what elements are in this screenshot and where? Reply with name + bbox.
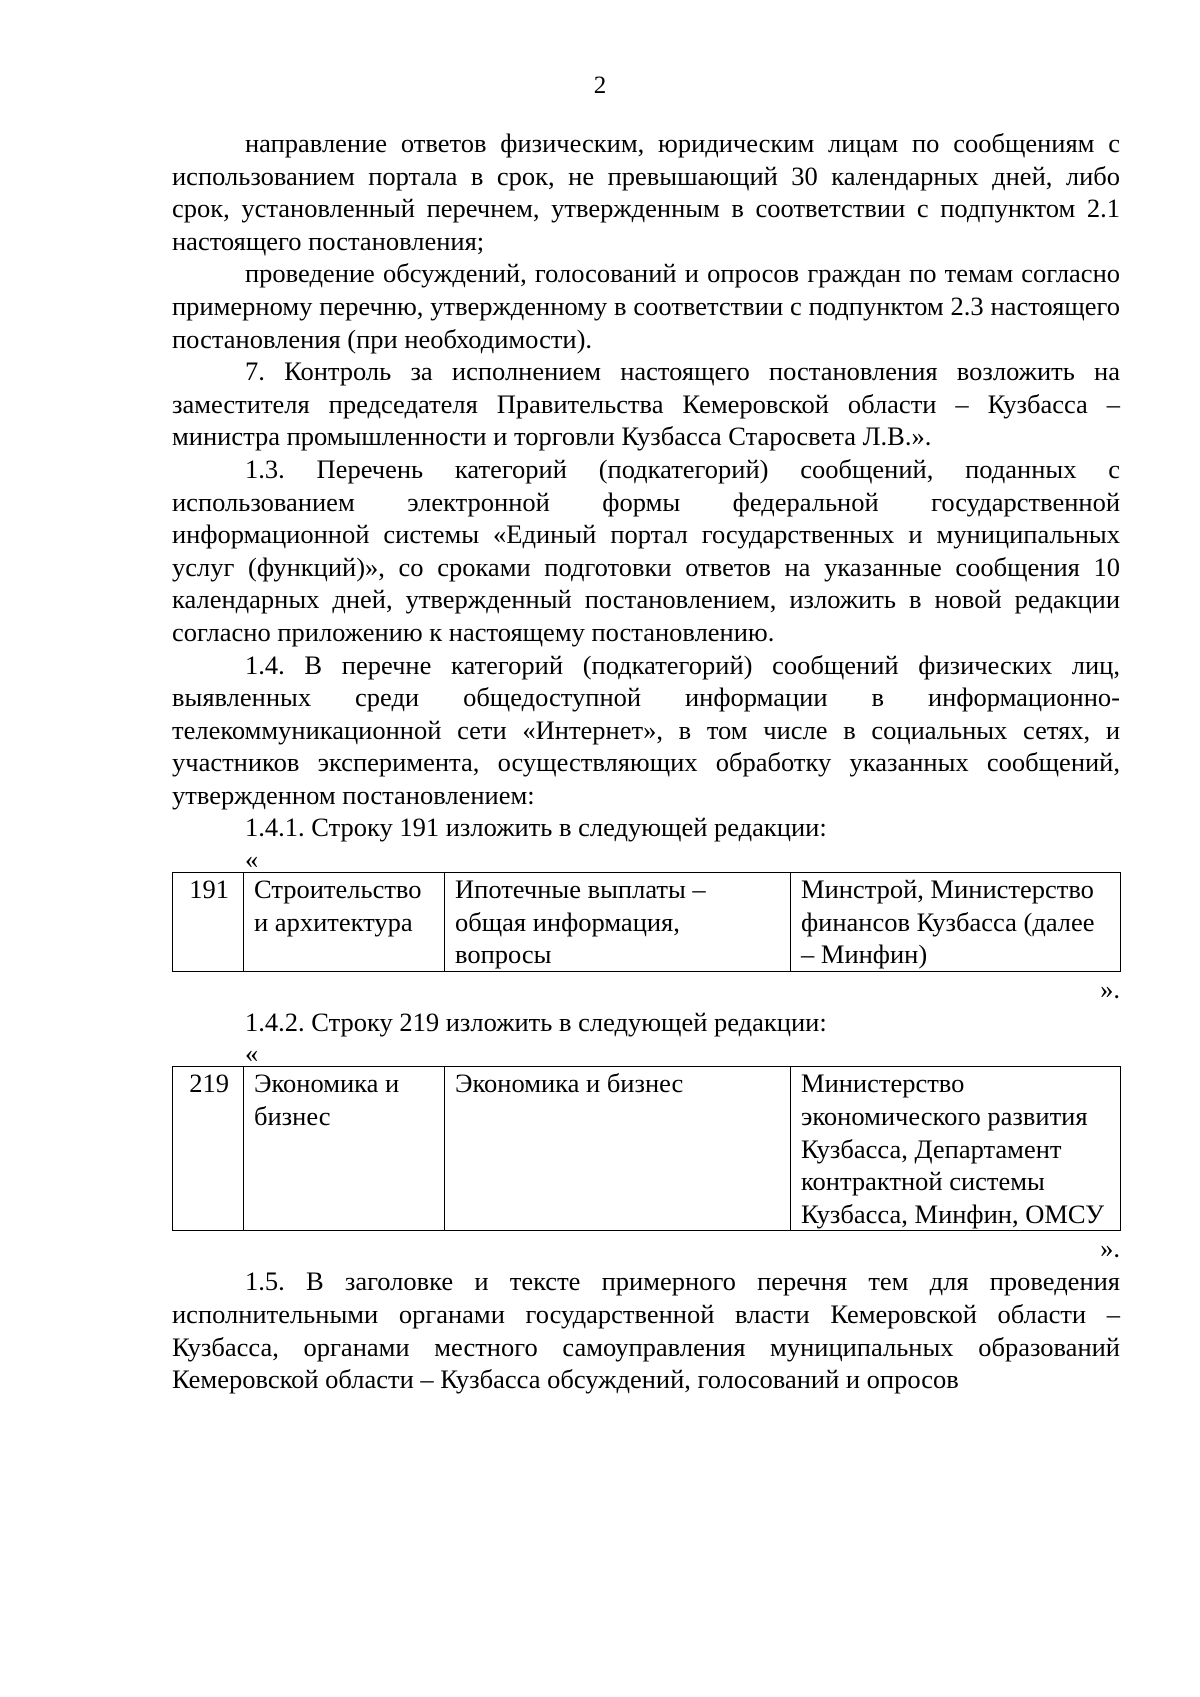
paragraph-item-1-5: 1.5. В заголовке и тексте примерного перечня тем для проведения исполнительными органами государственной власти Кемеровской области – Кузбасса, органами местного самоуправления муниципальных образований Кемеровской области – Кузбасса обсуждений, голосований и опросов [172,1266,1120,1395]
open-quote-191: « [245,844,259,875]
paragraph-item-1-3: 1.3. Перечень категорий (подкатегорий) сообщений, поданных с использованием электронной формы федеральной государственной информационной системы «Единый портал государственных и муниципальных услуг (функций)», со сроками подготовки ответов на указанные сообщения 10 календарных дней, утвержденный постановлением, изложить в новой редакции согласно приложению к настоящему постановлению. [172,453,1120,647]
close-quote-191: ». [1100,973,1120,1004]
item-1-4-2-heading: 1.4.2. Строку 219 изложить в следующей редакции: [245,1006,827,1037]
paragraph-item-1-4: 1.4. В перечне категорий (подкатегорий) сообщений физических лиц, выявленных среди общедоступной информации в информационно-телекоммуникационной сети «Интернет», в том числе в социальных сетях, и участников эксперимента, осуществляющих обработку указанных сообщений, утвержденном постановлением: [172,649,1120,810]
executors-cell: Министерство экономического развития Кузбасса, Департамент контрактной системы Кузбасса, Минфин, ОМСУ [791,1067,1121,1231]
paragraph-discussions: проведение обсуждений, голосований и опросов граждан по темам согласно примерному перечню, утвержденному в соответствии с подпунктом 2.3 настоящего постановления (при необходимости). [172,258,1120,354]
executors-cell: Минстрой, Министерство финансов Кузбасса (далее – Минфин) [791,873,1121,972]
paragraph-control: 7. Контроль за исполнением настоящего постановления возложить на заместителя председателя Правительства Кемеровской области – Кузбасса – министра промышленности и торговли Кузбасса Старосвета Л.В.». [172,356,1120,452]
document-body [172,127,1120,1396]
close-quote-219: ». [1100,1233,1120,1264]
page-number: 2 [593,72,607,99]
subcategory-cell: Экономика и бизнес [445,1067,791,1231]
paragraph-response-deadline: направление ответов физическим, юридическим лицам по сообщениям с использованием портала в срок, не превышающий 30 календарных дней, либо срок, установленный перечнем, утвержденным в соответствии с подпунктом 2.1 настоящего постановления; [172,128,1120,256]
row-number-cell: 219 [173,1067,244,1231]
table-row [173,873,1121,972]
open-quote-219: « [245,1038,259,1069]
row-219-table [172,1066,1121,1231]
table-row [173,1067,1121,1231]
row-191-table [172,872,1121,972]
category-cell: Экономика и бизнес [244,1067,445,1231]
item-1-4-1-heading: 1.4.1. Строку 191 изложить в следующей редакции: [245,812,827,843]
category-cell: Строительство и архитектура [244,873,445,972]
row-number-cell: 191 [173,873,244,972]
subcategory-cell: Ипотечные выплаты – общая информация, вопросы [445,873,791,972]
